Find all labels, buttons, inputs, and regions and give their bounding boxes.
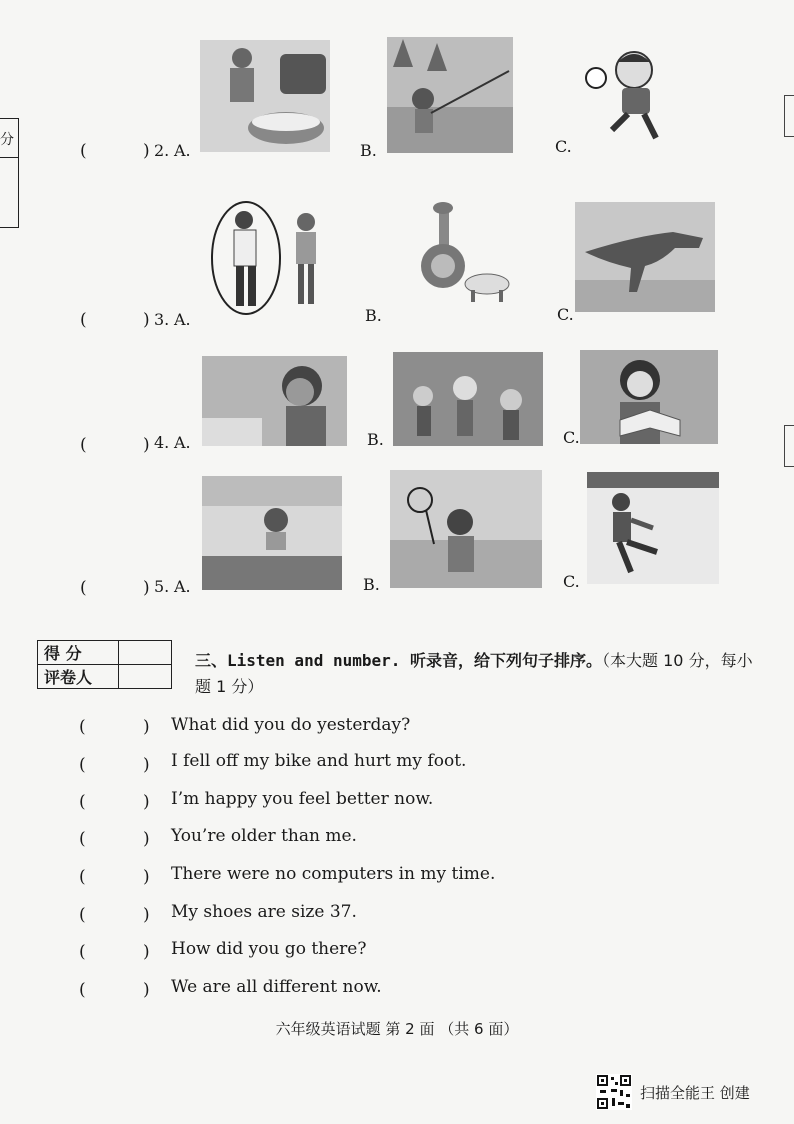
- option-a-label: A.: [174, 577, 191, 596]
- answer-paren-close: ): [143, 792, 150, 812]
- answer-paren-close: ): [143, 942, 150, 962]
- answer-paren-open: (: [79, 942, 86, 962]
- section-heading: 三、Listen and number. 听录音，给下列句子排序。: [195, 651, 603, 670]
- dinosaur-icon: [575, 202, 715, 312]
- answer-paren-close: ): [143, 141, 150, 161]
- person-washing-clothes-icon: [200, 40, 330, 152]
- option-c-label: C.: [563, 428, 580, 447]
- question-number: 4.: [154, 433, 170, 452]
- sentence-text: We are all different now.: [171, 977, 382, 997]
- option-c-label: C.: [563, 572, 580, 591]
- answer-paren-open: (: [79, 980, 86, 1000]
- answer-paren-open: (: [79, 755, 86, 775]
- answer-paren-open: (: [79, 905, 86, 925]
- section-title: [195, 648, 755, 701]
- answer-paren-close: ): [143, 867, 150, 887]
- scanner-watermark: 扫描全能王 创建: [640, 1084, 750, 1102]
- answer-paren-open: (: [79, 717, 86, 737]
- answer-paren-open: (: [80, 310, 87, 330]
- qr-code-icon: [596, 1074, 632, 1110]
- answer-paren-close: ): [143, 717, 150, 737]
- giraffe-and-lion-icon: [395, 196, 520, 306]
- option-a-label: A.: [174, 310, 191, 329]
- option-c-label: C.: [555, 137, 572, 156]
- grader-label: 评卷人: [38, 665, 119, 689]
- answer-paren-open: (: [79, 867, 86, 887]
- score-label: 得 分: [38, 641, 119, 665]
- option-a-label: A.: [174, 141, 191, 160]
- question-number: 2.: [154, 141, 170, 160]
- girl-reading-icon: [580, 350, 718, 444]
- sentence-text: My shoes are size 37.: [171, 902, 357, 922]
- answer-paren-close: ): [143, 435, 150, 455]
- answer-paren-open: (: [80, 141, 87, 161]
- right-edge-mark: [784, 95, 794, 137]
- boy-fishing-icon: [387, 37, 513, 153]
- answer-paren-close: ): [143, 310, 150, 330]
- side-score-box: [0, 118, 19, 228]
- score-table: [37, 640, 172, 689]
- boy-ice-skating-icon: [587, 472, 719, 584]
- answer-paren-close: ): [143, 829, 150, 849]
- question-number: 5.: [154, 577, 170, 596]
- sentence-text: You’re older than me.: [171, 826, 357, 846]
- boy-playing-football-icon: [582, 40, 692, 144]
- boy-and-girl-icon: [208, 200, 338, 318]
- answer-paren-open: (: [79, 829, 86, 849]
- sentence-text: I fell off my bike and hurt my foot.: [171, 751, 467, 771]
- sentence-text: I’m happy you feel better now.: [171, 789, 434, 809]
- option-a-label: A.: [174, 433, 191, 452]
- grader-cell: [119, 665, 172, 689]
- answer-paren-close: ): [143, 905, 150, 925]
- sentence-text: There were no computers in my time.: [171, 864, 496, 884]
- score-cell: [119, 641, 172, 665]
- question-number: 3.: [154, 310, 170, 329]
- boy-catching-butterflies-icon: [390, 470, 542, 588]
- sentence-text: How did you go there?: [171, 939, 367, 959]
- girl-eating-icon: [202, 356, 347, 446]
- option-b-label: B.: [365, 306, 382, 325]
- option-b-label: B.: [363, 575, 380, 594]
- children-in-forest-icon: [393, 352, 543, 446]
- page-footer: 六年级英语试题 第 2 面 （共 6 面）: [275, 1020, 519, 1038]
- answer-paren-close: ): [143, 578, 150, 598]
- side-box-divider: [0, 157, 18, 158]
- answer-paren-open: (: [79, 792, 86, 812]
- answer-paren-open: (: [80, 578, 87, 598]
- section-subtitle: （本大题 10 分，每小题 1 分）: [195, 651, 753, 697]
- sentence-text: What did you do yesterday?: [171, 715, 411, 735]
- answer-paren-close: ): [143, 980, 150, 1000]
- answer-paren-open: (: [80, 435, 87, 455]
- answer-paren-close: ): [143, 755, 150, 775]
- side-score-label: 分: [0, 132, 14, 148]
- option-c-label: C.: [557, 305, 574, 324]
- right-edge-mark: [784, 425, 794, 467]
- option-b-label: B.: [360, 141, 377, 160]
- option-b-label: B.: [367, 430, 384, 449]
- boy-in-water-icon: [202, 476, 342, 590]
